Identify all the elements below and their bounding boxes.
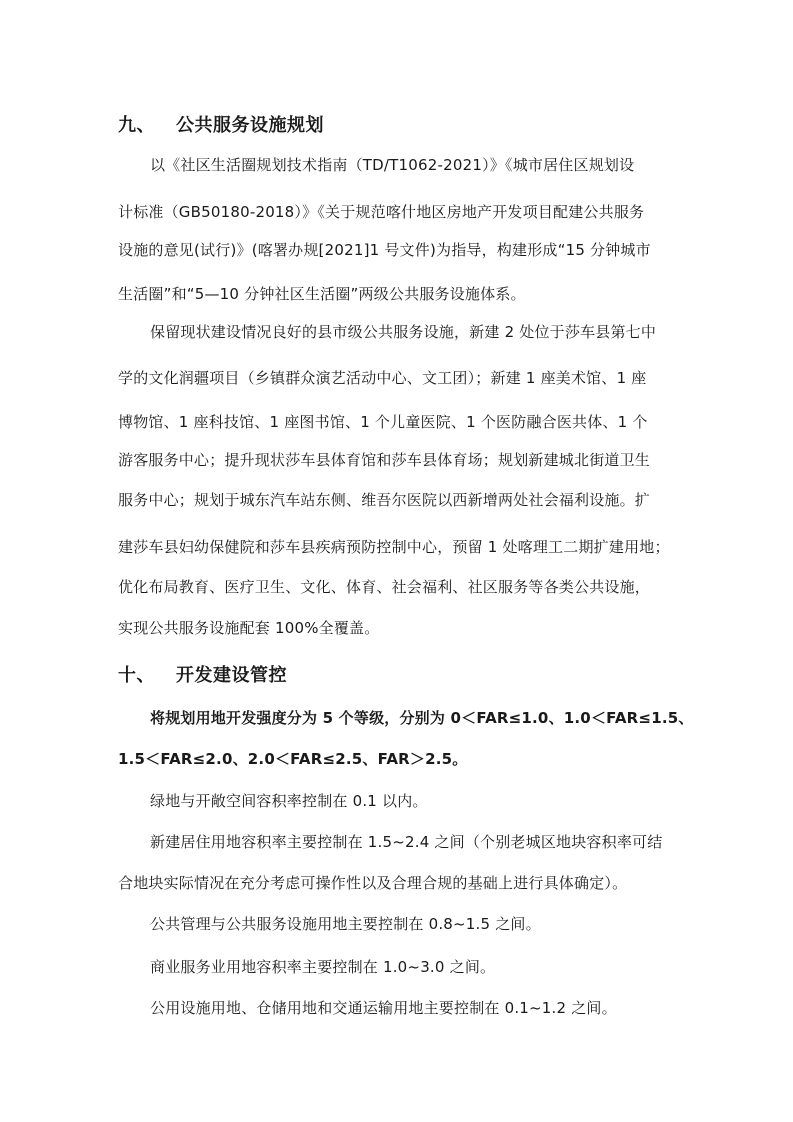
paragraph-line: 游客服务中心；提升现状莎车县体育馆和莎车县体育场；规划新建城北街道卫生 — [118, 451, 651, 469]
paragraph-line: 服务中心；规划于城东汽车站东侧、维吾尔医院以西新增两处社会福利设施。扩 — [118, 491, 651, 509]
section-heading-9 — [118, 111, 324, 137]
paragraph-line: 新建居住用地容积率主要控制在 1.5~2.4 之间（个别老城区地块容积率可结 — [150, 833, 663, 851]
paragraph-line: 公共管理与公共服务设施用地主要控制在 0.8~1.5 之间。 — [150, 915, 541, 933]
section-number: 十、 — [118, 665, 155, 686]
paragraph-line: 学的文化润疆项目（乡镇群众演艺活动中心、文工团）；新建 1 座美术馆、1 座 — [118, 369, 647, 387]
paragraph-line: 商业服务业用地容积率主要控制在 1.0~3.0 之间。 — [150, 958, 496, 976]
paragraph-line: 1.5＜FAR≤2.0、2.0＜FAR≤2.5、FAR＞2.5。 — [118, 750, 468, 768]
paragraph-line: 建莎车县妇幼保健院和莎车县疾病预防控制中心，预留 1 处喀理工二期扩建用地； — [118, 538, 670, 556]
paragraph-line: 保留现状建设情况良好的县市级公共服务设施，新建 2 处位于莎车县第七中 — [150, 323, 657, 341]
paragraph-line: 将规划用地开发强度分为 5 个等级，分别为 0＜FAR≤1.0、1.0＜FAR≤1.5、 — [150, 709, 694, 727]
section-title: 公共服务设施规划 — [176, 115, 324, 136]
paragraph-line: 博物馆、1 座科技馆、1 座图书馆、1 个儿童医院、1 个医防融合医共体、1 个 — [118, 413, 648, 431]
paragraph-line: 计标准（GB50180-2018）》《关于规范喀什地区房地产开发项目配建公共服务 — [118, 203, 645, 221]
paragraph-line: 以《社区生活圈规划技术指南（TD/T1062-2021）》《城市居住区规划设 — [150, 156, 635, 174]
section-number: 九、 — [118, 115, 155, 136]
paragraph-line: 优化布局教育、医疗卫生、文化、体育、社会福利、社区服务等各类公共设施， — [118, 578, 651, 596]
paragraph-line: 生活圈”和“5—10 分钟社区生活圈”两级公共服务设施体系。 — [118, 285, 526, 303]
paragraph-line: 合地块实际情况在充分考虑可操作性以及合理合规的基础上进行具体确定）。 — [118, 874, 628, 892]
section-heading-10 — [118, 661, 287, 687]
section-title: 开发建设管控 — [176, 665, 287, 686]
paragraph-line: 实现公共服务设施配套 100%全覆盖。 — [118, 619, 380, 637]
paragraph-line: 绿地与开敞空间容积率控制在 0.1 以内。 — [150, 792, 428, 810]
paragraph-line: 设施的意见(试行)》(喀署办规[2021]1 号文件)为指导，构建形成“15 分钟城市 — [118, 241, 651, 259]
paragraph-line: 公用设施用地、仓储用地和交通运输用地主要控制在 0.1~1.2 之间。 — [150, 999, 617, 1017]
